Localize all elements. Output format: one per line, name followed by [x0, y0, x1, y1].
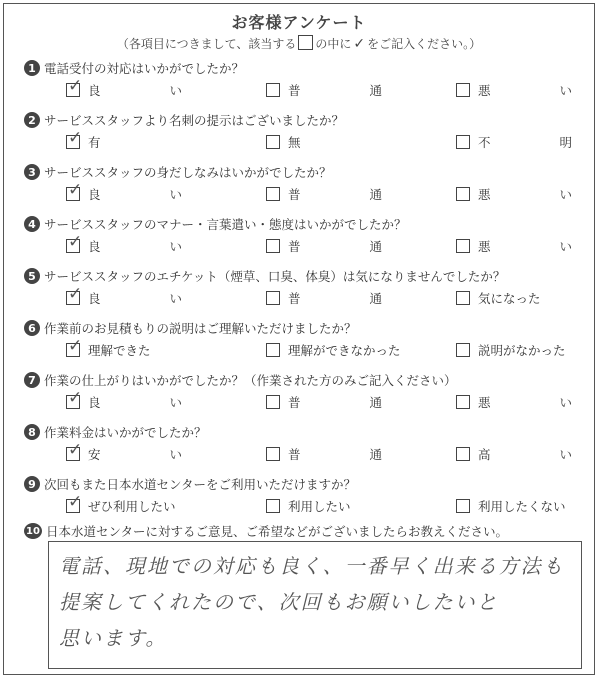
check-mark-icon: ✓ — [68, 492, 83, 512]
check-mark-icon: ✓ — [68, 336, 83, 356]
question-2 — [4, 111, 594, 163]
option-label-part: 良 — [88, 239, 101, 254]
option[interactable] — [66, 76, 246, 99]
option-label — [288, 445, 382, 463]
option-label — [478, 445, 572, 463]
option-label — [288, 185, 382, 203]
question-9 — [4, 475, 594, 527]
checkbox-icon[interactable] — [456, 135, 470, 149]
option-label — [88, 445, 182, 463]
question-text: サービススタッフより名刺の提示はございましたか？ — [44, 113, 345, 128]
option-label-part: 悪 — [478, 395, 491, 410]
option[interactable] — [456, 81, 584, 99]
option-label-part: 有 — [88, 135, 101, 150]
survey-title: お客様アンケート — [231, 13, 367, 32]
option-label-part: 普 — [288, 291, 301, 306]
sample-checkbox-icon — [298, 35, 313, 50]
instruction-before: （各項目につきまして、該当する — [116, 37, 297, 51]
answer-line: 電話、現地での対応も良く、一番早く出来る方法も — [59, 554, 565, 578]
option-label-part: 通 — [369, 395, 382, 410]
question-heading — [24, 59, 244, 77]
checkbox-icon[interactable] — [456, 187, 470, 201]
comment-question — [24, 522, 508, 540]
option[interactable] — [266, 185, 446, 203]
option-label — [88, 81, 182, 99]
option[interactable] — [266, 237, 446, 255]
checkbox-icon[interactable] — [266, 447, 280, 461]
question-heading — [24, 163, 332, 181]
option-label — [478, 497, 566, 515]
checked-checkbox-icon[interactable] — [66, 388, 83, 409]
checkbox-icon[interactable] — [266, 83, 280, 97]
option-label-part: い — [169, 447, 182, 462]
option-label — [478, 393, 572, 411]
option-label — [88, 185, 182, 203]
option[interactable] — [266, 393, 446, 411]
checkbox-icon[interactable] — [456, 239, 470, 253]
question-text: サービススタッフの身だしなみはいかがでしたか？ — [44, 165, 332, 180]
option[interactable] — [456, 237, 584, 255]
question-number-badge: 7 — [24, 372, 40, 388]
option-label-part: 普 — [288, 187, 301, 202]
check-mark-icon: ✓ — [68, 284, 83, 304]
instruction — [4, 35, 594, 52]
option[interactable] — [66, 388, 246, 411]
option[interactable] — [456, 497, 584, 515]
option-label-part: 普 — [288, 83, 301, 98]
option-label — [288, 133, 301, 151]
option-label-part: い — [169, 395, 182, 410]
question-text: サービススタッフのエチケット（煙草、口臭、体臭）は気になりませんでしたか？ — [44, 269, 506, 284]
question-text: 作業前のお見積もりの説明はご理解いただけましたか？ — [44, 321, 357, 336]
option[interactable] — [456, 445, 584, 463]
question-number-badge: 6 — [24, 320, 40, 336]
option-label-part: 安 — [88, 447, 101, 462]
comment-answer-box[interactable] — [48, 541, 582, 669]
option[interactable] — [266, 289, 446, 307]
option-label-part: 利用したくない — [478, 499, 566, 514]
answer-line: 思います。 — [59, 626, 168, 650]
option-label-part: 無 — [288, 135, 301, 150]
check-mark-icon: ✓ — [68, 232, 83, 252]
question-number-badge: 2 — [24, 112, 40, 128]
question-number-badge: 5 — [24, 268, 40, 284]
option[interactable] — [66, 232, 246, 255]
option-label — [478, 133, 572, 151]
option-label-part: い — [169, 187, 182, 202]
option-label-part: 普 — [288, 239, 301, 254]
checked-checkbox-icon[interactable] — [66, 232, 83, 253]
check-mark-icon: ✓ — [68, 128, 83, 148]
check-mark-icon: ✓ — [68, 180, 83, 200]
option-label — [478, 237, 572, 255]
option[interactable] — [266, 341, 446, 359]
question-text: 次回もまた日本水道センターをご利用いただけますか？ — [44, 477, 357, 492]
question-number-badge: 3 — [24, 164, 40, 180]
option-label — [88, 289, 182, 307]
checkbox-icon[interactable] — [456, 83, 470, 97]
option-label-part: 良 — [88, 291, 101, 306]
option-label-part: 普 — [288, 395, 301, 410]
checkbox-icon[interactable] — [266, 135, 280, 149]
option[interactable] — [456, 289, 584, 307]
handwritten-answer — [59, 548, 569, 656]
instruction-after: をご記入ください。） — [367, 37, 482, 51]
option-label-part: 良 — [88, 187, 101, 202]
option[interactable] — [66, 492, 246, 515]
question-heading — [24, 111, 344, 129]
option-label — [288, 341, 401, 359]
checkbox-icon[interactable] — [266, 499, 280, 513]
question-8 — [4, 423, 594, 475]
comment-prompt: 日本水道センターに対するご意見、ご希望などがございましたらお教えください。 — [46, 524, 509, 539]
option[interactable] — [456, 393, 584, 411]
option[interactable] — [66, 440, 246, 463]
option-label — [88, 341, 151, 359]
option-label-part: 通 — [369, 239, 382, 254]
question-number-badge: 4 — [24, 216, 40, 232]
option[interactable] — [66, 180, 246, 203]
checkbox-icon[interactable] — [266, 343, 280, 357]
checked-checkbox-icon[interactable] — [66, 284, 83, 305]
question-number-badge: 10 — [24, 523, 42, 539]
option-label-part: い — [559, 239, 572, 254]
option-label-part: い — [559, 447, 572, 462]
checkbox-icon[interactable] — [456, 447, 470, 461]
checkbox-icon[interactable] — [456, 343, 470, 357]
checked-checkbox-icon[interactable] — [66, 180, 83, 201]
option-label — [288, 289, 382, 307]
checkbox-icon[interactable] — [266, 187, 280, 201]
option-label-part: い — [169, 239, 182, 254]
checkbox-icon[interactable] — [456, 395, 470, 409]
option-label-part: ぜひ利用したい — [88, 499, 176, 514]
question-4 — [4, 215, 594, 267]
option-label-part: 理解できた — [88, 343, 151, 358]
option-label — [478, 81, 572, 99]
option[interactable] — [66, 336, 246, 359]
option-label-part: 高 — [478, 447, 491, 462]
check-mark-icon: ✓ — [68, 76, 83, 96]
option-label-part: 悪 — [478, 83, 491, 98]
option-label-part: 気になった — [478, 291, 541, 306]
option-label — [478, 185, 572, 203]
question-heading — [24, 267, 505, 285]
option-label — [478, 289, 541, 307]
question-heading — [24, 423, 207, 441]
checkbox-icon[interactable] — [266, 239, 280, 253]
option-label-part: 良 — [88, 395, 101, 410]
option-label — [88, 497, 176, 515]
option[interactable] — [266, 133, 446, 151]
option-label-part: い — [559, 187, 572, 202]
sample-check-icon: ✓ — [353, 36, 366, 52]
question-text: サービススタッフのマナー・言葉遣い・態度はいかがでしたか？ — [44, 217, 407, 232]
question-text: 電話受付の対応はいかがでしたか？ — [44, 61, 245, 76]
option-label — [478, 341, 566, 359]
question-number-badge: 1 — [24, 60, 40, 76]
option[interactable] — [266, 81, 446, 99]
option[interactable] — [66, 284, 246, 307]
checkbox-icon[interactable] — [266, 291, 280, 305]
check-mark-icon: ✓ — [68, 440, 83, 460]
option-label — [88, 133, 101, 151]
question-heading — [24, 215, 407, 233]
option-label-part: 通 — [369, 447, 382, 462]
option-label — [88, 393, 182, 411]
question-heading — [24, 475, 356, 493]
answer-line: 提案してくれたので、次回もお願いしたいと — [59, 590, 499, 614]
option-label — [288, 497, 351, 515]
option-label-part: 良 — [88, 83, 101, 98]
option-label-part: 悪 — [478, 239, 491, 254]
option-label-part: い — [169, 291, 182, 306]
question-6 — [4, 319, 594, 371]
question-heading — [24, 319, 357, 337]
option-label-part: 利用したい — [288, 499, 351, 514]
option[interactable] — [456, 185, 584, 203]
checked-checkbox-icon[interactable] — [66, 76, 83, 97]
option-label-part: 説明がなかった — [478, 343, 566, 358]
checkbox-icon[interactable] — [456, 499, 470, 513]
question-heading — [24, 371, 457, 389]
instruction-middle: の中に — [315, 37, 352, 51]
question-3 — [4, 163, 594, 215]
checked-checkbox-icon[interactable] — [66, 440, 83, 461]
question-5 — [4, 267, 594, 319]
question-1 — [4, 59, 594, 111]
option[interactable] — [66, 128, 246, 151]
question-number-badge: 8 — [24, 424, 40, 440]
check-mark-icon: ✓ — [68, 388, 83, 408]
option-label — [288, 237, 382, 255]
option[interactable] — [456, 133, 584, 151]
question-text: 作業料金はいかがでしたか？ — [44, 425, 207, 440]
option-label — [288, 393, 382, 411]
option-label-part: い — [559, 395, 572, 410]
option-label — [288, 81, 382, 99]
option-label-part: 通 — [369, 83, 382, 98]
option-label-part: い — [559, 83, 572, 98]
option-label-part: 通 — [369, 187, 382, 202]
question-number-badge: 9 — [24, 476, 40, 492]
option-label-part: 理解ができなかった — [288, 343, 401, 358]
checked-checkbox-icon[interactable] — [66, 336, 83, 357]
option-label-part: 明 — [559, 135, 572, 150]
option-label — [88, 237, 182, 255]
question-text: 作業の仕上がりはいかがでしたか？（作業された方のみご記入ください） — [44, 373, 457, 388]
option-label-part: 普 — [288, 447, 301, 462]
option-label-part: 不 — [478, 135, 491, 150]
survey-sheet — [3, 3, 595, 675]
checkbox-icon[interactable] — [266, 395, 280, 409]
option-label-part: 通 — [369, 291, 382, 306]
option[interactable] — [266, 497, 446, 515]
option[interactable] — [456, 341, 584, 359]
question-7 — [4, 371, 594, 423]
checked-checkbox-icon[interactable] — [66, 492, 83, 513]
option-label-part: 悪 — [478, 187, 491, 202]
option-label-part: い — [169, 83, 182, 98]
checked-checkbox-icon[interactable] — [66, 128, 83, 149]
option[interactable] — [266, 445, 446, 463]
checkbox-icon[interactable] — [456, 291, 470, 305]
